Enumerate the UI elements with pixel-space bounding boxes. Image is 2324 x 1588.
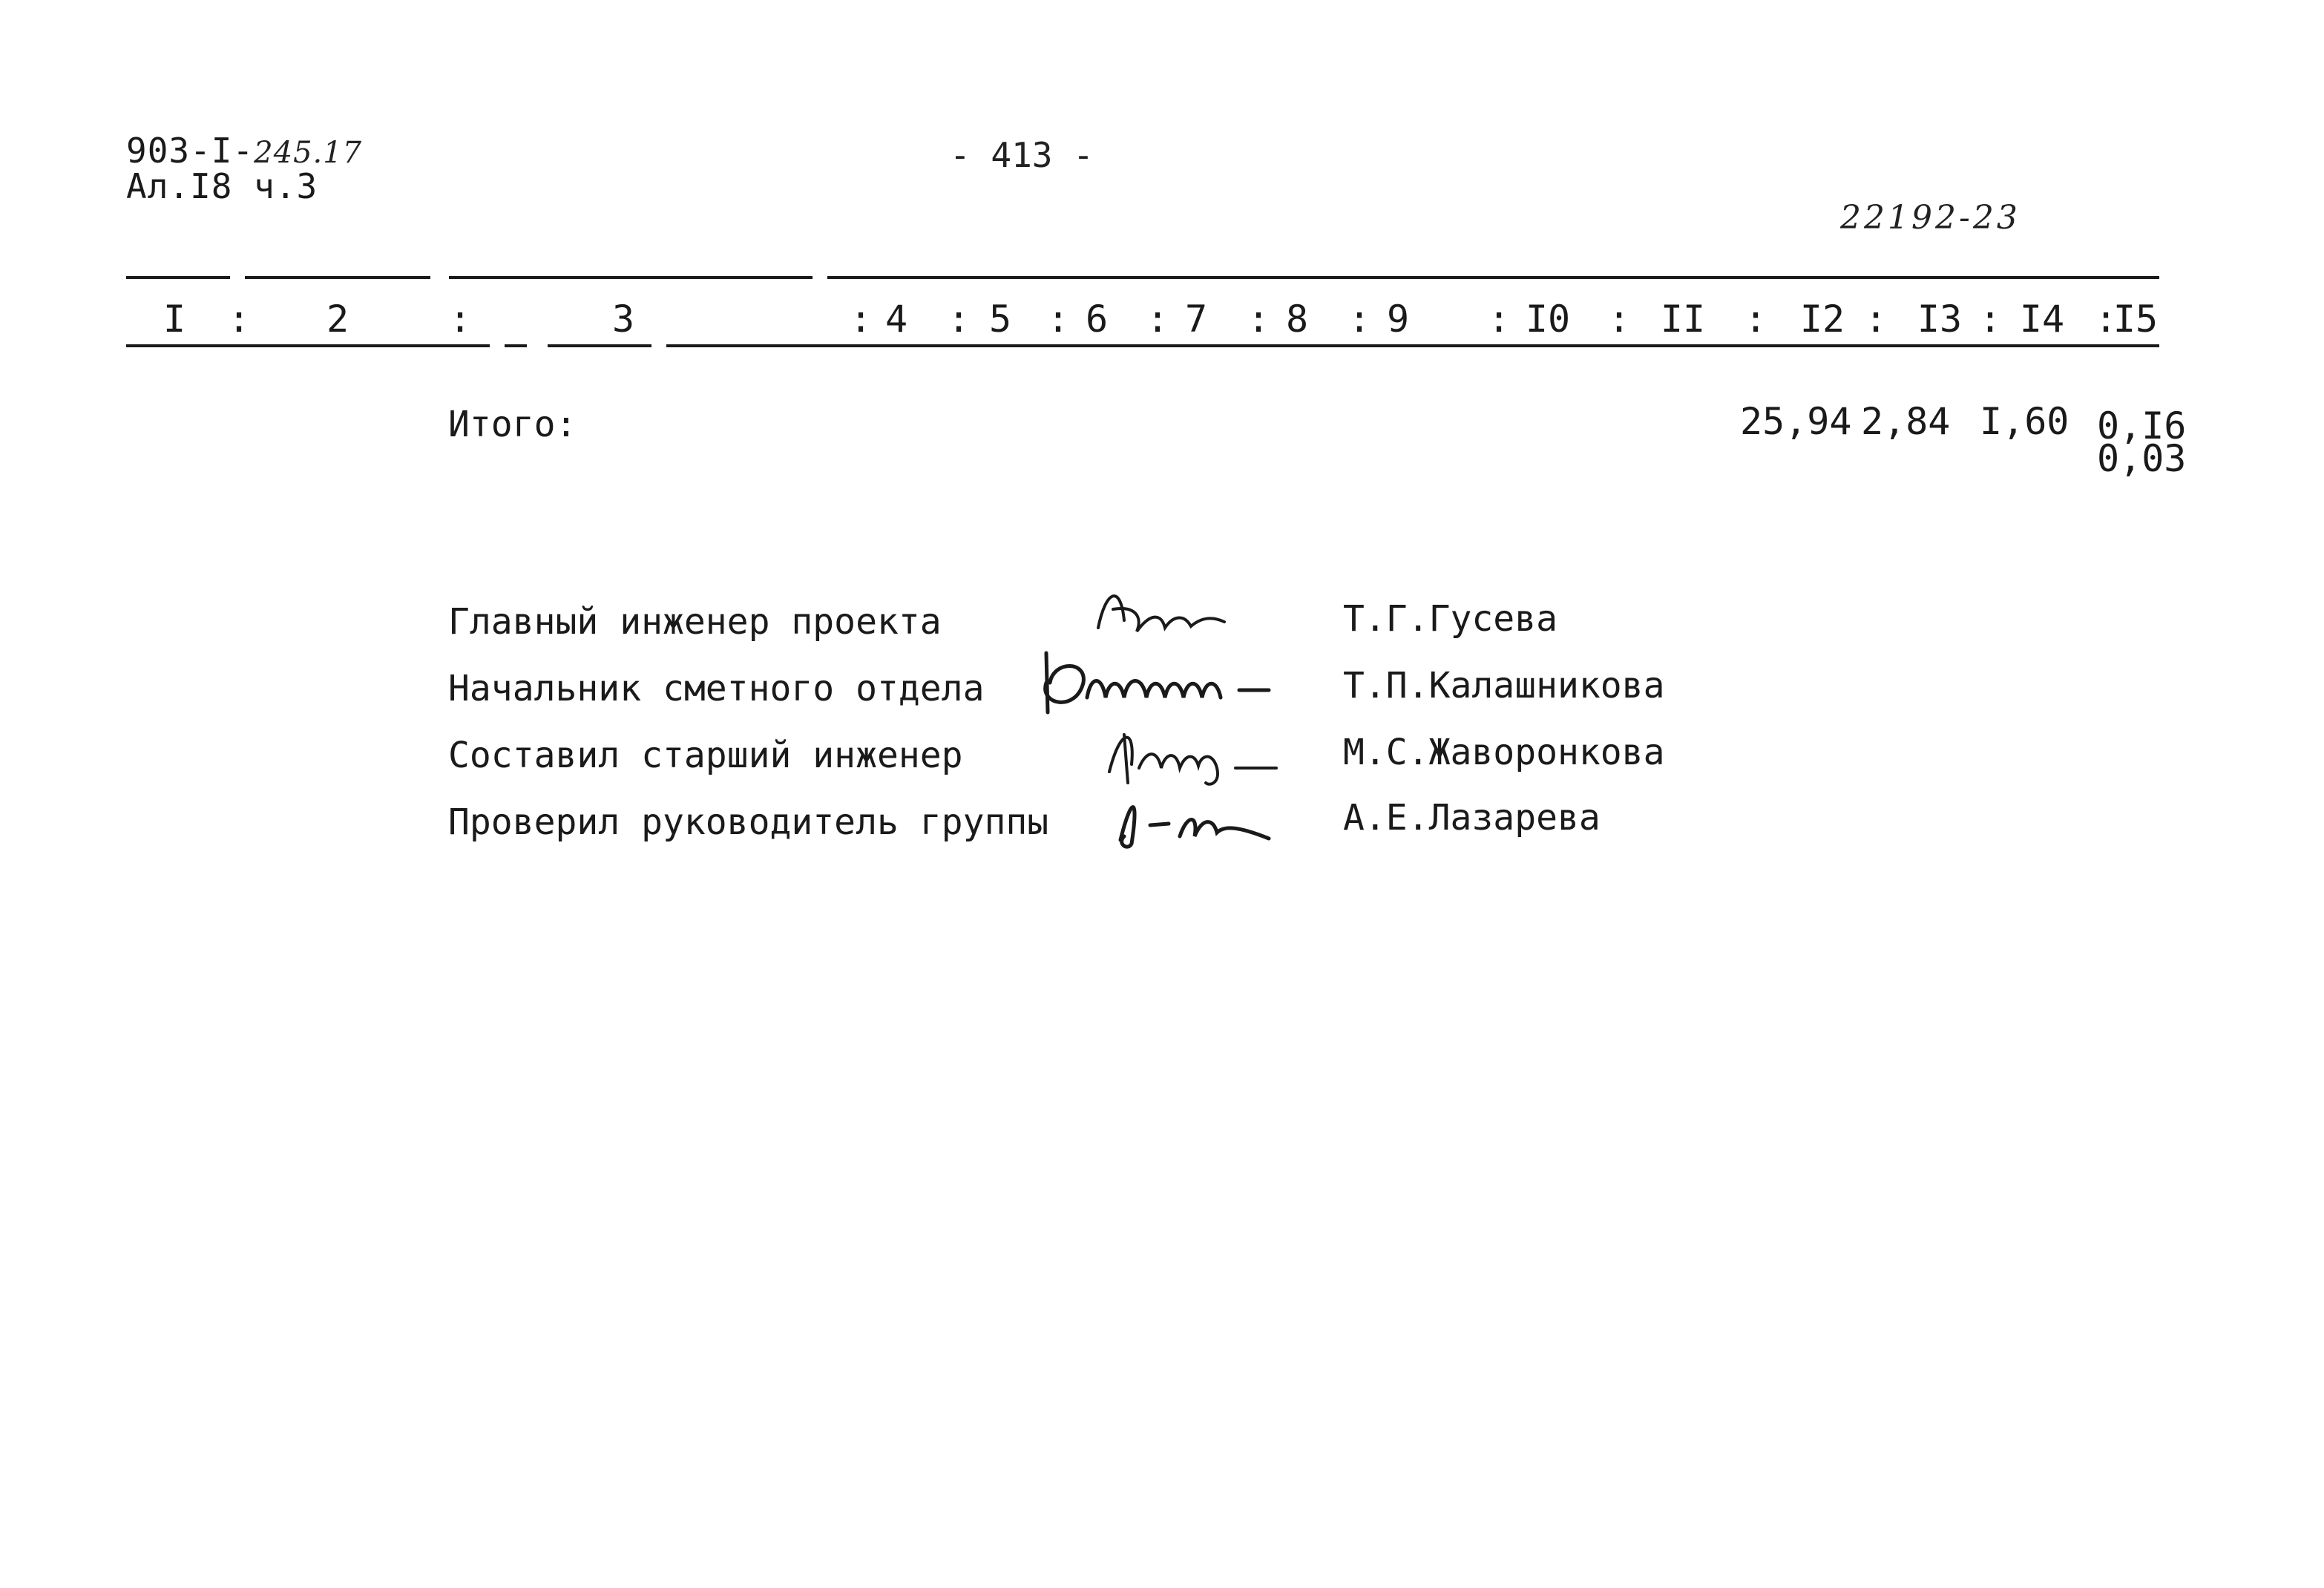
- column-separator: :: [448, 298, 472, 341]
- column-separator: :: [1348, 298, 1371, 341]
- table-top-rule-3: [449, 276, 813, 279]
- column-number-14: I4: [2019, 298, 2065, 341]
- column-number-12: I2: [1799, 298, 1845, 341]
- column-separator: :: [849, 298, 873, 341]
- document-code-handwritten: 245.17: [254, 136, 363, 170]
- table-bottom-rule-4: [666, 344, 2159, 347]
- column-separator: :: [1744, 298, 1767, 341]
- column-number-15: I5: [2113, 298, 2159, 341]
- column-separator: :: [1146, 298, 1169, 341]
- signature-role: Начальник сметного отдела: [448, 668, 985, 709]
- column-separator: :: [1864, 298, 1888, 341]
- column-separator: :: [1607, 298, 1631, 341]
- total-label: Итого:: [448, 404, 577, 445]
- column-number-5: 5: [988, 298, 1012, 341]
- column-number-7: 7: [1184, 298, 1208, 341]
- signature-name: М.С.Жаворонкова: [1343, 732, 1665, 773]
- document-code-printed: 903-I-: [126, 131, 255, 171]
- group-leader-signature-image: [1106, 781, 1284, 855]
- column-separator: :: [1487, 298, 1511, 341]
- table-bottom-rule-2: [505, 344, 527, 347]
- column-number-11: II: [1660, 298, 1706, 341]
- album-part: Ал.I8 ч.3: [126, 166, 318, 206]
- signature-name: Т.П.Калашникова: [1343, 665, 1665, 706]
- column-separator: :: [227, 298, 251, 341]
- column-number-1: I: [163, 298, 186, 341]
- column-number-4: 4: [884, 298, 908, 341]
- total-col15-value-top: 0,I6: [2097, 404, 2187, 447]
- column-separator: :: [1247, 298, 1270, 341]
- total-col12-value: 25,94: [1740, 400, 1852, 443]
- column-number-3: 3: [611, 298, 635, 341]
- column-number-6: 6: [1085, 298, 1109, 341]
- table-top-rule-4: [827, 276, 2159, 279]
- column-separator: :: [1978, 298, 2002, 341]
- table-top-rule-2: [245, 276, 430, 279]
- signature-role: Проверил руководитель группы: [448, 801, 1049, 843]
- total-col13-value: 2,84: [1861, 400, 1951, 443]
- signature-name: Т.Г.Гусева: [1343, 598, 1557, 640]
- signature-role: Составил старший инженер: [448, 735, 963, 776]
- document-number: 22192-23: [1840, 199, 2021, 237]
- page-number: - 413 -: [950, 135, 1094, 175]
- table-bottom-rule-3: [548, 344, 651, 347]
- total-col15-value-bottom: 0,03: [2097, 437, 2187, 480]
- total-col14-value: I,60: [1980, 400, 2069, 443]
- column-number-9: 9: [1386, 298, 1410, 341]
- document-code: [126, 131, 363, 171]
- table-bottom-rule-1: [126, 344, 490, 347]
- signature-name: А.Е.Лазарева: [1343, 797, 1601, 839]
- column-separator: :: [1046, 298, 1070, 341]
- column-separator: :: [2094, 298, 2118, 341]
- table-top-rule-1: [126, 276, 230, 279]
- column-number-10: I0: [1525, 298, 1571, 341]
- signature-role: Главный инженер проекта: [448, 601, 942, 643]
- column-number-8: 8: [1285, 298, 1309, 341]
- column-number-13: I3: [1917, 298, 1963, 341]
- column-number-2: 2: [326, 298, 349, 341]
- column-separator: :: [947, 298, 971, 341]
